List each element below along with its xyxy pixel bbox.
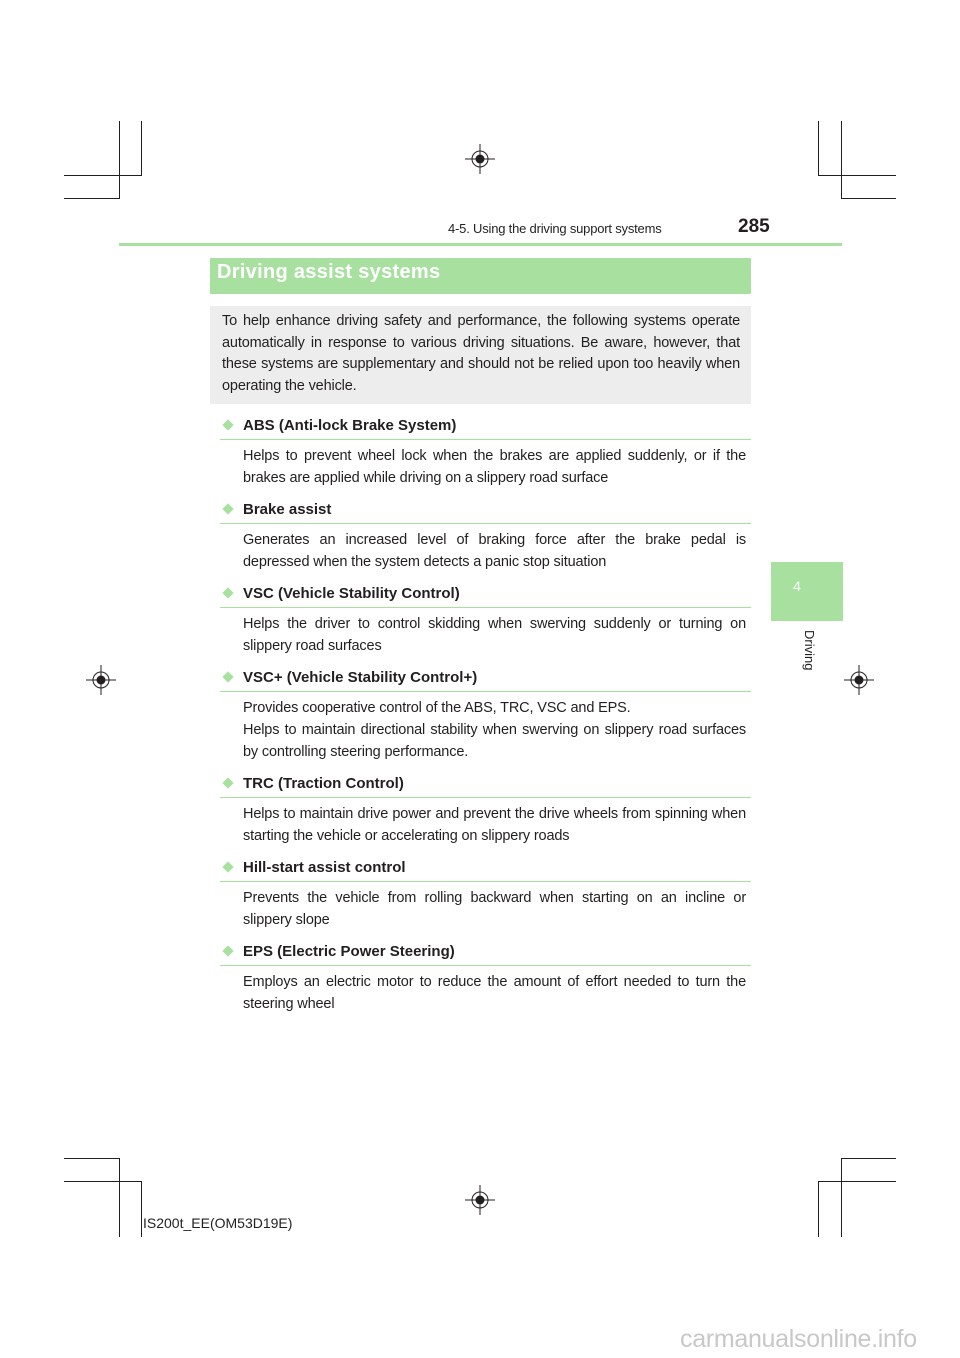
crop-mark bbox=[64, 175, 142, 176]
registration-mark-icon bbox=[86, 665, 116, 695]
crop-mark bbox=[64, 1181, 142, 1182]
diamond-bullet-icon bbox=[222, 587, 233, 598]
crop-mark bbox=[119, 121, 120, 199]
diamond-bullet-icon bbox=[222, 419, 233, 430]
item-heading-text: VSC (Vehicle Stability Control) bbox=[243, 585, 460, 602]
item-heading-text: EPS (Electric Power Steering) bbox=[243, 943, 455, 960]
item-heading-text: TRC (Traction Control) bbox=[243, 775, 404, 792]
chapter-tab bbox=[771, 562, 843, 621]
item-heading bbox=[220, 773, 751, 798]
title-bar bbox=[210, 258, 751, 294]
item-heading-text: VSC+ (Vehicle Stability Control+) bbox=[243, 669, 478, 686]
crop-mark bbox=[141, 1181, 142, 1237]
list-item bbox=[220, 773, 751, 847]
item-description: Employs an electric motor to reduce the amount of effort needed to turn the steering wheel bbox=[243, 974, 746, 1012]
crop-mark bbox=[64, 1158, 120, 1159]
diamond-bullet-icon bbox=[222, 945, 233, 956]
crop-mark bbox=[818, 1181, 896, 1182]
crop-mark bbox=[818, 121, 819, 175]
item-heading-text: ABS (Anti-lock Brake System) bbox=[243, 417, 457, 434]
diamond-bullet-icon bbox=[222, 777, 233, 788]
page-title: Driving assist systems bbox=[217, 261, 441, 283]
item-heading bbox=[220, 583, 751, 608]
chapter-label: Driving bbox=[802, 630, 817, 671]
crop-mark bbox=[841, 121, 842, 199]
item-description: Helps the driver to control skidding when swerving suddenly or turning on slippery road surfaces bbox=[243, 616, 746, 654]
intro-text: To help enhance driving safety and performance, the following systems operate automatically in response to various driving situations. Be aware, however, that these systems are supplementary and should not be relied upon too heavily when operating the vehicle. bbox=[222, 313, 740, 395]
crop-mark bbox=[64, 198, 120, 199]
item-description: Helps to maintain drive power and prevent the drive wheels from spinning when starting the vehicle or accelerating on slippery roads bbox=[243, 806, 746, 844]
list-item bbox=[220, 499, 751, 573]
item-heading bbox=[220, 857, 751, 882]
list-item bbox=[220, 415, 751, 489]
section-label: 4-5. Using the driving support systems bbox=[448, 221, 662, 236]
list-item bbox=[220, 941, 751, 1015]
page-number: 285 bbox=[738, 216, 770, 237]
item-heading-text: Brake assist bbox=[243, 501, 332, 518]
item-description: Generates an increased level of braking force after the brake pedal is depressed when the system detects a panic stop situation bbox=[243, 532, 746, 570]
crop-mark bbox=[841, 1158, 896, 1159]
diamond-bullet-icon bbox=[222, 861, 233, 872]
registration-mark-icon bbox=[465, 144, 495, 174]
system-list bbox=[220, 415, 751, 1025]
header-divider bbox=[119, 243, 842, 246]
crop-mark bbox=[119, 1158, 120, 1237]
item-description: Provides cooperative control of the ABS, TRC, VSC and EPS. bbox=[243, 700, 631, 716]
crop-mark bbox=[141, 121, 142, 175]
diamond-bullet-icon bbox=[222, 671, 233, 682]
list-item bbox=[220, 857, 751, 931]
item-description: Prevents the vehicle from rolling backward when starting on an incline or slippery slope bbox=[243, 890, 746, 928]
item-heading bbox=[220, 667, 751, 692]
watermark: carmanualsonline.info bbox=[680, 1325, 917, 1353]
crop-mark bbox=[841, 1158, 842, 1237]
item-heading-text: Hill-start assist control bbox=[243, 859, 406, 876]
crop-mark bbox=[818, 175, 896, 176]
item-heading bbox=[220, 941, 751, 966]
item-heading bbox=[220, 499, 751, 524]
registration-mark-icon bbox=[465, 1185, 495, 1215]
item-description: Helps to prevent wheel lock when the brakes are applied suddenly, or if the brakes are applied while driving on a slippery road surface bbox=[243, 448, 746, 486]
list-item bbox=[220, 583, 751, 657]
registration-mark-icon bbox=[844, 665, 874, 695]
chapter-number: 4 bbox=[793, 578, 801, 594]
crop-mark bbox=[818, 1181, 819, 1237]
item-heading bbox=[220, 415, 751, 440]
document-code: IS200t_EE(OM53D19E) bbox=[143, 1215, 293, 1231]
diamond-bullet-icon bbox=[222, 503, 233, 514]
item-description: Helps to maintain directional stability when swerving on slippery road surfaces by controlling steering performance. bbox=[243, 722, 746, 760]
intro-box bbox=[210, 306, 751, 404]
crop-mark bbox=[841, 198, 896, 199]
list-item bbox=[220, 667, 751, 763]
